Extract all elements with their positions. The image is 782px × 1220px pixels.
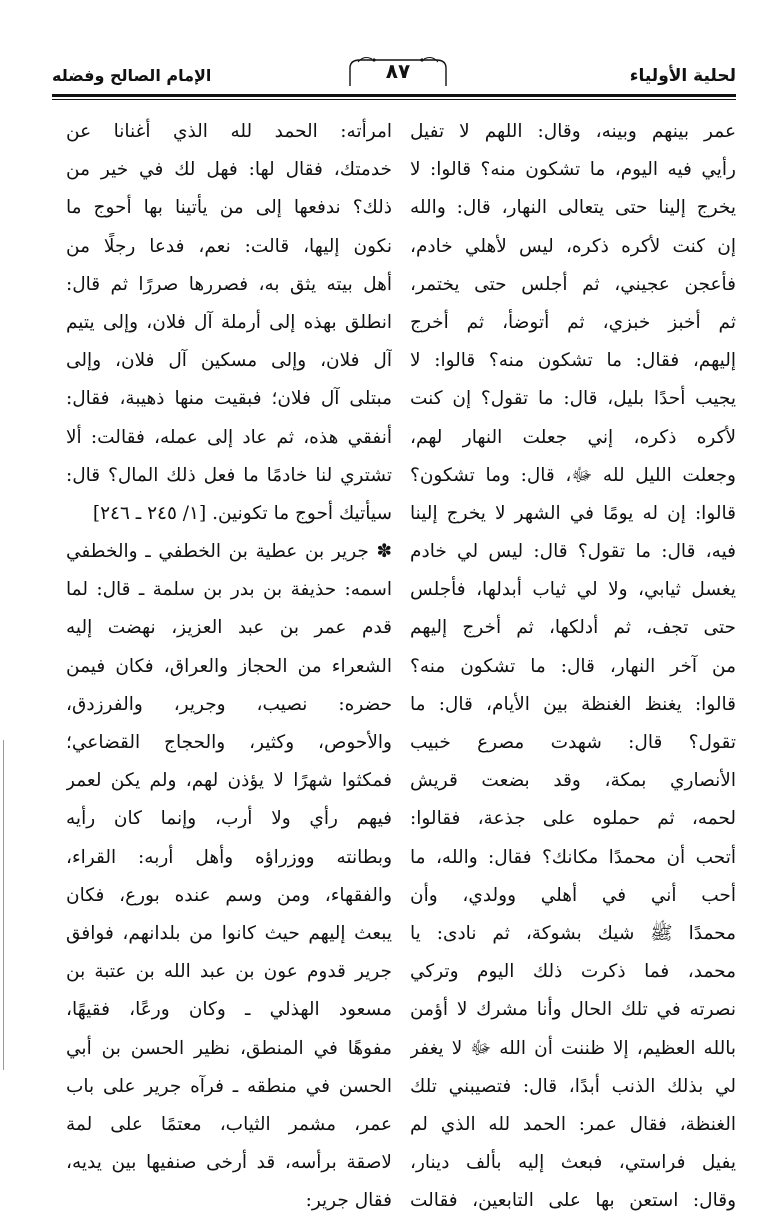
text-line: قالوا: إن له يومًا في الشهر لا يخرج إلينا bbox=[410, 502, 736, 524]
right-text-column bbox=[410, 113, 736, 1220]
text-line: يبعث إليهم حيث كانوا من بلدانهم، فوافق bbox=[66, 922, 392, 944]
text-line: آل فلان، وإلى مسكين آل فلان، وإلى bbox=[66, 350, 392, 372]
text-line: يفيل فراستي، فبعث إليه بألف دينار، bbox=[410, 1152, 736, 1174]
text-line: محمدًا ﷺ شيك بشوكة، ثم نادى: يا bbox=[410, 922, 736, 944]
text-line: بالله العظيم، إلا ظننت أن الله ﷻ لا يغفر bbox=[410, 1037, 736, 1059]
text-line: خدمتك، فقال لها: فهل لك في خير من bbox=[66, 159, 392, 181]
text-line: من آخر النهار، قال: ما تشكون منه؟ bbox=[410, 655, 736, 677]
text-line: لحمه، ثم حملوه على جذعة، فقالوا: bbox=[410, 808, 736, 830]
text-line: فيهم رأي ولا أرب، وإنما كان رأيه bbox=[66, 808, 392, 830]
header-rule-thick bbox=[52, 94, 736, 97]
text-line: ذلك؟ ندفعها إلى من يأتينا بها أحوج ما bbox=[66, 197, 392, 219]
text-line: عمر بينهم وبينه، وقال: اللهم لا تفيل bbox=[410, 121, 736, 142]
text-line: عمر، مشمر الثياب، معتمًا على لمة bbox=[66, 1113, 392, 1135]
text-line: وقال: استعن بها على التابعين، فقالت bbox=[410, 1190, 736, 1212]
text-line-citation: سيأتيك أحوج ما تكونين. [١/ ٢٤٥ ـ ٢٤٦] bbox=[92, 502, 392, 524]
text-line: نصرته في تلك الحال وأنا مشرك لا أؤمن bbox=[410, 999, 736, 1021]
text-line: أهل بيته يثق به، فصررها صررًا ثم قال: bbox=[66, 273, 392, 295]
text-line: قالوا: يغنظ الغنظة بين الأيام، قال: ما bbox=[410, 693, 736, 715]
text-line: لاصقة برأسه، قد أرخى صنفيها بين يديه، bbox=[66, 1152, 392, 1174]
header-rule-thin bbox=[52, 99, 736, 100]
text-line: والفقهاء، ومن وسم عنده بورع، فكان bbox=[66, 884, 392, 906]
text-line: لي بذلك الذنب أبدًا، قال: فتصيبني تلك bbox=[410, 1075, 736, 1097]
text-line: حتى تجف، ثم أدلكها، ثم أخرج إليهم bbox=[410, 617, 736, 639]
text-line: أنفقي هذه، ثم عاد إلى عمله، فقالت: ألا bbox=[66, 426, 392, 448]
text-line: وبطانته ووزراؤه وأهل أربه: القراء، bbox=[66, 846, 392, 868]
text-line: والأحوص، وكثير، والحجاج القضاعي؛ bbox=[66, 732, 392, 753]
section-title: الإمام الصالح وفضله bbox=[52, 66, 212, 85]
text-line: وجعلت الليل لله ﷻ، قال: وما تشكون؟ bbox=[410, 464, 736, 486]
text-line: تشتري لنا خادمًا ما فعل ذلك المال؟ قال: bbox=[66, 464, 392, 486]
text-line: تقول؟ قال: شهدت مصرع خبيب bbox=[410, 732, 736, 753]
text-line: إليهم، فقال: ما تشكون منه؟ قالوا: لا bbox=[410, 350, 736, 372]
text-line: أحب أني في أهلي وولدي، وأن bbox=[410, 884, 736, 906]
text-line: يجيب أحدًا بليل، قال: ما تقول؟ إن كنت bbox=[410, 388, 736, 410]
text-line: انطلق بهذه إلى أرملة آل فلان، وإلى يتيم bbox=[66, 311, 392, 333]
text-line: أتحب أن محمدًا مكانك؟ فقال: والله، ما bbox=[410, 846, 736, 868]
running-header bbox=[52, 52, 736, 94]
text-line: يغسل ثيابي، ولا لي ثياب أبدلها، فأجلس bbox=[410, 579, 736, 601]
text-line: يخرج إلينا حتى يتعالى النهار، قال: والله bbox=[410, 197, 736, 219]
scan-edge-line bbox=[3, 740, 4, 1070]
text-line: حضره: نصيب، وجرير، والفرزدق، bbox=[66, 693, 392, 715]
text-line: قدم عمر بن عبد العزيز، نهضت إليه bbox=[66, 617, 392, 639]
text-line: الغنظة، فقال عمر: الحمد لله الذي لم bbox=[410, 1113, 736, 1135]
left-text-column bbox=[66, 113, 392, 1220]
text-line: مسعود الهذلي ـ وكان ورعًا، فقيهًا، bbox=[66, 999, 392, 1021]
text-line: لأكره ذكره، إني جعلت النهار لهم، bbox=[410, 426, 736, 448]
text-line: نكون إليها، قالت: نعم، فدعا رجلًا من bbox=[66, 235, 392, 257]
text-line: محمد، فما ذكرت ذلك اليوم وتركي bbox=[410, 961, 736, 983]
entry-heading-line: ✽ جرير بن عطية بن الخطفي ـ والخطفي bbox=[66, 541, 392, 563]
text-line: فمكثوا شهرًا لا يؤذن لهم، ولم يكن لعمر bbox=[66, 770, 392, 792]
text-line: الشعراء من الحجاز والعراق، فكان فيمن bbox=[66, 655, 392, 677]
text-line: امرأته: الحمد لله الذي أغنانا عن bbox=[66, 121, 392, 142]
text-line: جرير قدوم عون بن عبد الله بن عتبة بن bbox=[66, 961, 392, 983]
text-line: فأعجن عجيني، ثم أجلس حتى يختمر، bbox=[410, 273, 736, 295]
page-number: ٨٧ bbox=[385, 59, 411, 83]
text-line: إن كنت لأكره ذكره، ليس لأهلي خادم، bbox=[410, 235, 736, 257]
text-line: رأيي فيه اليوم، ما تشكون منه؟ قالوا: لا bbox=[410, 159, 736, 181]
page-number-badge bbox=[344, 54, 452, 88]
text-line: الأنصاري بمكة، وقد بضعت قريش bbox=[410, 770, 736, 792]
text-line: فيه، قال: ما تقول؟ قال: ليس لي خادم bbox=[410, 541, 736, 563]
text-line: الحسن في منطقه ـ فرآه جرير على باب bbox=[66, 1075, 392, 1097]
text-line: فقال جرير: bbox=[305, 1190, 392, 1212]
text-line: ثم أخبز خبزي، ثم أتوضأ، ثم أخرج bbox=[410, 311, 736, 333]
text-line: اسمه: حذيفة بن بدر بن سلمة ـ قال: لما bbox=[66, 579, 392, 601]
text-line: مبتلى آل فلان؛ فبقيت منها ذهيبة، فقال: bbox=[66, 388, 392, 410]
book-title: لحلية الأولياء bbox=[629, 66, 736, 86]
text-line: مفوهًا في المنطق، نظير الحسن بن أبي bbox=[66, 1037, 392, 1059]
